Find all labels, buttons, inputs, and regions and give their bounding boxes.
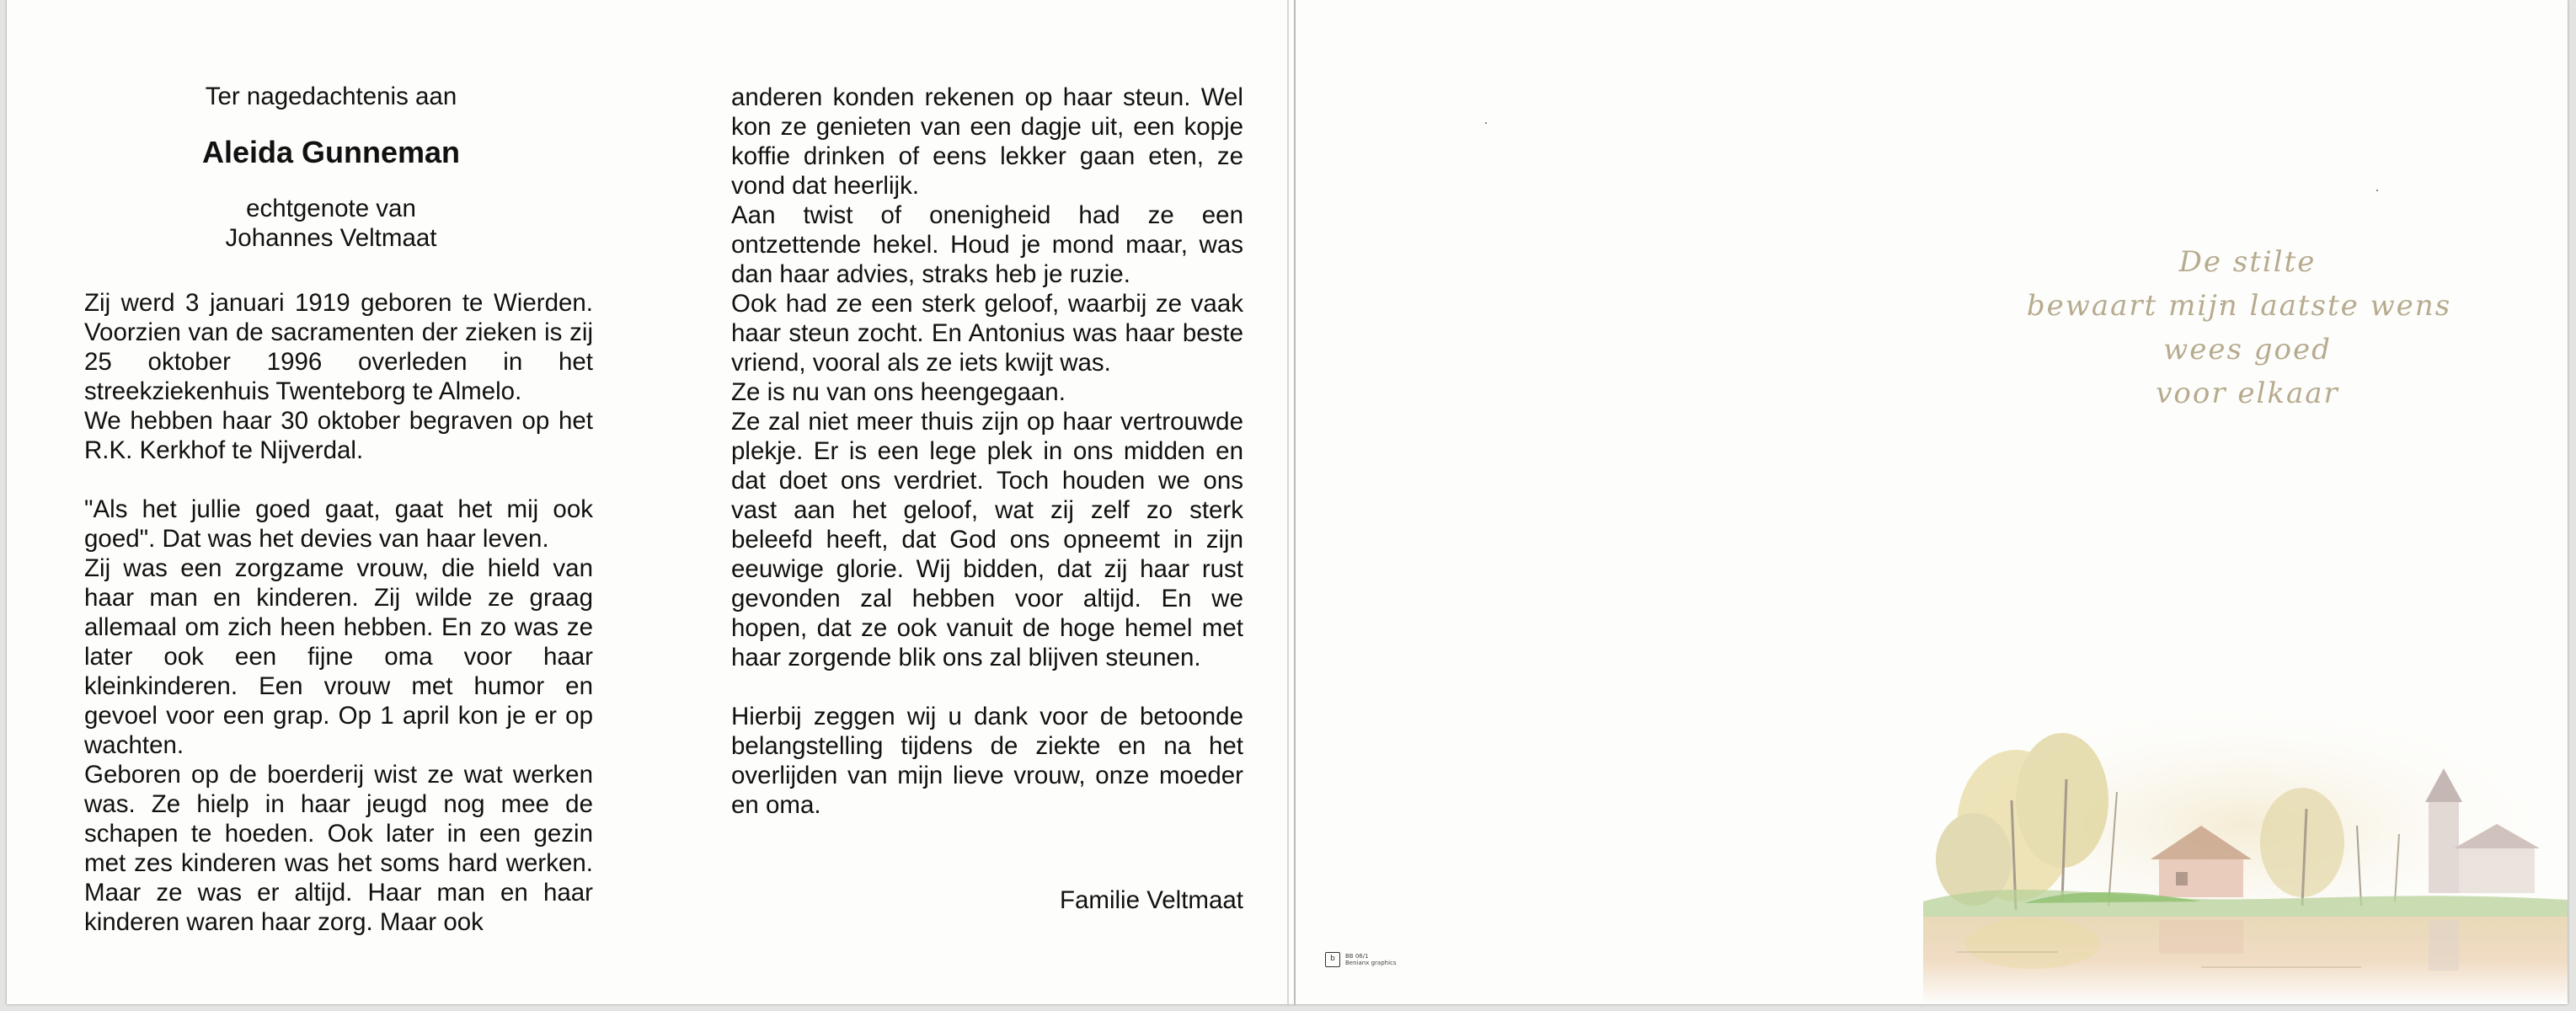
publisher-code: BB 06/1: [1345, 953, 1369, 960]
memorial-card: [7, 0, 2568, 1004]
passing-paragraph: Ze is nu van ons heengegaan.: [731, 378, 1066, 406]
left-body-text: [84, 288, 593, 937]
family-signature: Familie Veltmaat: [1059, 886, 1243, 914]
spouse-relation: echtgenote van: [246, 195, 416, 222]
middle-panel: [655, 0, 1287, 1004]
spouse-name: Johannes Veltmaat: [225, 224, 437, 252]
poem: [2028, 240, 2466, 415]
publisher-logo: [1325, 952, 1397, 967]
spouse-info: [7, 194, 655, 253]
paper-speck: [2376, 190, 2378, 191]
youth-paragraph: Geboren op de boerderij wist ze wat werken was. Ze hielp in haar jeugd nog mee de schapen te hoeden. Ook later in een gezin met zes kinderen was het soms hard werken. Maar ze was er altijd. Haar man en haar kinderen waren haar zorg. Maar ook: [84, 761, 593, 936]
remembrance-paragraph: Ze zal niet meer thuis zijn op haar vertrouwde plekje. Er is een lege plek in ons midden en dat doet ons verdriet. Toch houden we ons vast aan het geloof, wat zij zelf zo sterk beleefd heeft, dat God ons opneemt in zijn eeuwige glorie. Wij bidden, dat zij haar rust gevonden zal hebben voor altijd. En we hopen, dat ze ook vanuit de hoge hemel met haar zorgende blik ons zal blijven steunen.: [731, 408, 1243, 671]
thanks-paragraph: Hierbij zeggen wij u dank voor de betoonde belangstelling tijdens de ziekte en na het overlijden van mijn lieve vrouw, onze moeder en oma.: [731, 703, 1243, 819]
publisher-name: Benianx graphics: [1345, 960, 1397, 966]
faith-paragraph: Ook had ze een sterk geloof, waarbij ze vaak haar steun zocht. En Antonius was haar beste vriend, vooral als ze iets kwijt was.: [731, 290, 1243, 377]
deceased-name: Aleida Gunneman: [201, 135, 461, 169]
burial-paragraph: We hebben haar 30 oktober begraven op het R.K. Kerkhof te Nijverdal.: [84, 407, 593, 464]
character-paragraph: Zij was een zorgzame vrouw, die hield van haar man en kinderen. Zij wilde ze graag allemaal om zich heen hebben. En zo was ze later ook een fijne oma voor haar kleinkinderen. Een vrouw met humor en gevoel voor een grap. Op 1 april kon je er op wachten.: [84, 554, 593, 759]
publisher-mark-icon: b: [1325, 952, 1340, 967]
card-fold-line: [1287, 0, 1289, 1004]
publisher-text: [1345, 953, 1397, 966]
paper-speck: [1485, 122, 1487, 124]
harmony-paragraph: Aan twist of onenigheid had ze een ontzettende hekel. Houd je mond maar, was dan haar advies, straks heb je ruzie.: [731, 201, 1243, 288]
biography-paragraph: Zij werd 3 januari 1919 geboren te Wierden. Voorzien van de sacramenten der zieken is zij 25 oktober 1996 overleden in het streekziekenhuis Twenteborg te Almelo.: [84, 289, 593, 405]
poem-line: voor elkaar: [2156, 377, 2339, 410]
middle-body-text: [731, 83, 1243, 820]
motto-paragraph: "Als het jullie goed gaat, gaat het mij ook goed". Dat was het devies van haar leven.: [84, 495, 593, 553]
leisure-paragraph: anderen konden rekenen op haar steun. Wel kon ze genieten van een dagje uit, een kopje koffie drinken of eens lekker gaan eten, ze vond dat heerlijk.: [731, 83, 1243, 200]
memorial-intro: Ter nagedachtenis aan: [205, 83, 457, 110]
watercolor-landscape-illustration: [1923, 699, 2568, 1004]
left-panel: [7, 0, 655, 1004]
poem-line: wees goed: [2163, 333, 2332, 366]
right-panel: [1296, 0, 2568, 1004]
poem-line: bewaart mijn laatste wens: [2026, 289, 2452, 323]
poem-line: De stilte: [2178, 245, 2317, 279]
